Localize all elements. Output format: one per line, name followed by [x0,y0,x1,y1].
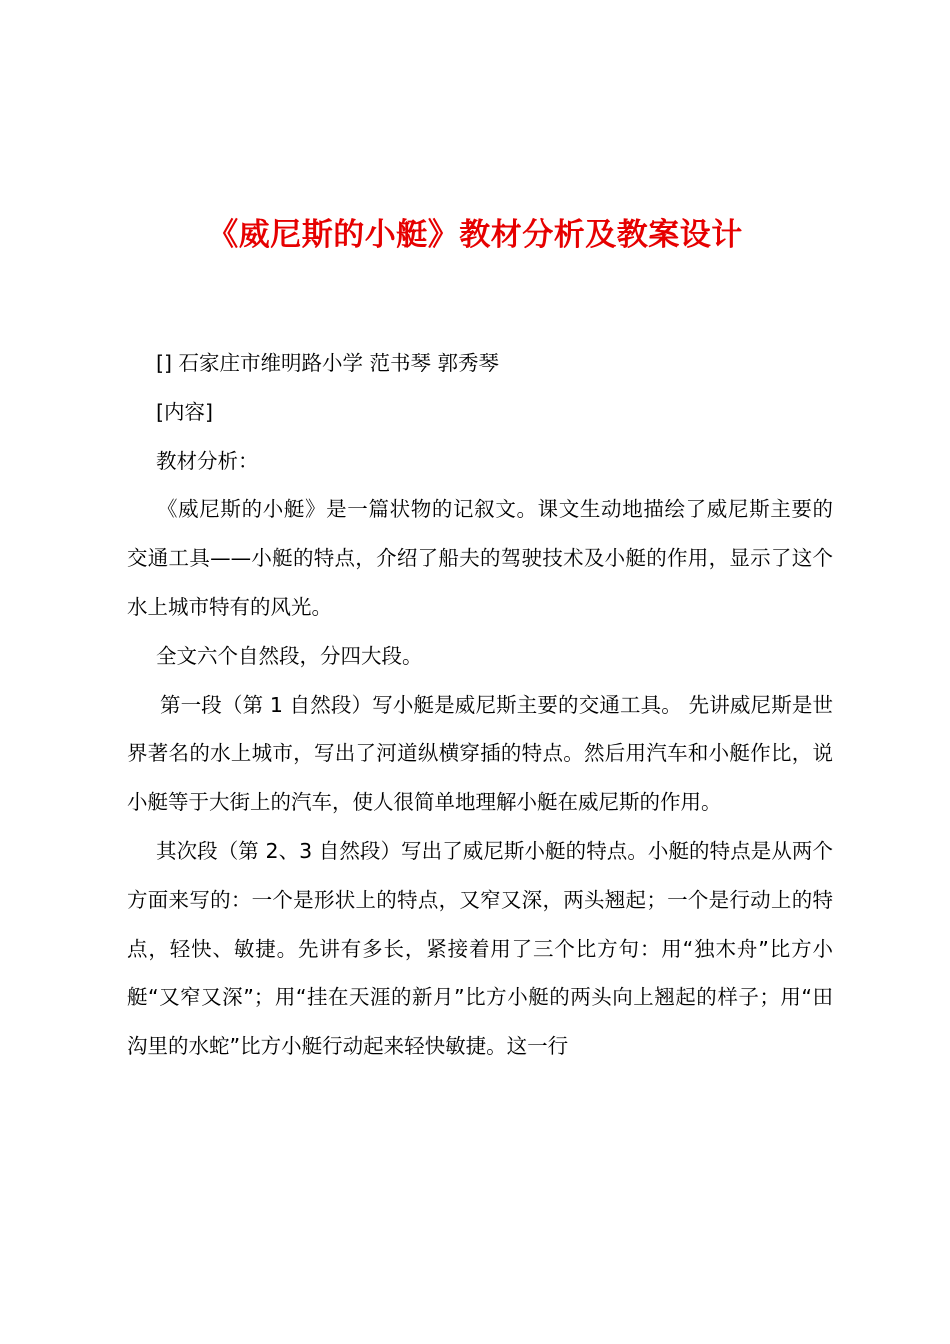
paragraph: 全文六个自然段，分四大段。 [156,643,423,668]
paragraph: 其次段（第 2、3 自然段）写出了威尼斯小艇的特点。小艇的特点是从两个方面来写的：一个是形状上的特点，又窄又深，两头翘起；一个是行动上的特点，轻快、敏捷。先讲有多长，紧接着用了三个比方句：用“独木舟”比方小艇“又窄又深”；用“挂在天涯的新月”比方小艇的两头向上翘起的样子；用“田沟里的水蛇”比方小艇行动起来轻快敏捷。这一行 [127,838,833,1059]
author-line: [] 石家庄市维明路小学 范书琴 郭秀琴 [156,351,500,375]
section-heading: 教材分析： [156,448,259,473]
paragraph: 《威尼斯的小艇》是一篇状物的记叙文。课文生动地描绘了威尼斯主要的交通工具——小艇的特点，介绍了船夫的驾驶技术及小艇的作用，显示了这个水上城市特有的风光。 [127,497,833,619]
paragraph: 第一段（第 1 自然段）写小艇是威尼斯主要的交通工具。 先讲威尼斯是世界著名的水上城市，写出了河道纵横穿插的特点。然后用汽车和小艇作比，说小艇等于大街上的汽车，使人很简单地理解小艇在威尼斯的作用。 [127,692,833,815]
document-body [127,339,833,1071]
document-title: 《威尼斯的小艇》教材分析及教案设计 [207,217,743,253]
content-label: [内容] [156,399,213,424]
